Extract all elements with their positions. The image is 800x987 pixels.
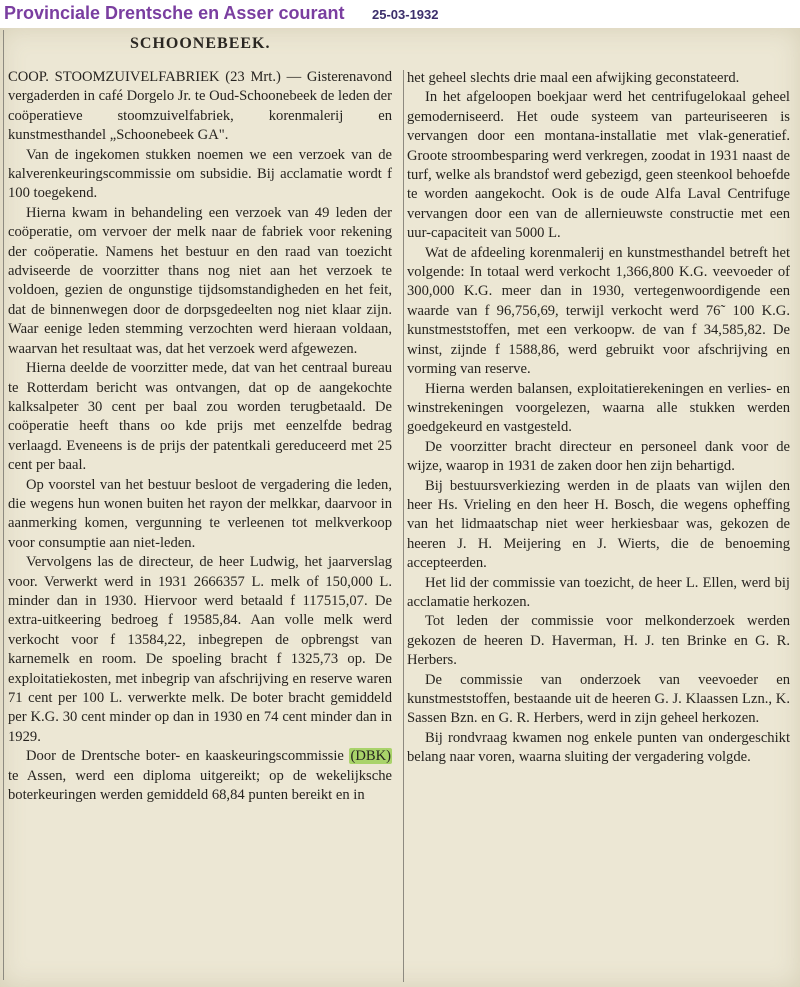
paragraph-dbk (8, 747, 392, 805)
paragraph: De voorzitter bracht directeur en personeel dank voor de wijze, waarop in 1931 de zaken door hen zijn behartigd. (407, 438, 790, 475)
paragraph: Van de ingekomen stukken noemen we een verzoek van de kalverenkeuringscommissie om subsidie. Bij acclamatie wordt f 100 toegekend. (8, 146, 392, 202)
text-fragment: te Assen, werd een diploma uitgereikt; op de wekelijksche boterkeuringen werden gemiddeld 68,84 punten bereikt en in (8, 767, 392, 804)
paragraph: Hierna kwam in behandeling een verzoek van 49 leden der coöperatie, om vervoer der melk naar de fabriek voor rekening der coöperatie. Namens het bestuur en den raad van toezicht adviseerde de voorzitter thans nog niet aan het verzoek te voldoen, gezien de ongunstige tijdsomstandigheden en het feit, dat de binnenwegen door de dorpsgedeelten nog niet klaar zijn. Waar eenige leden stemming verzochten werd hieraan voldaan, waarvan het resultaat was, dat het verzoek werd afgewezen. (8, 204, 392, 357)
left-column (8, 68, 392, 805)
paragraph: Hierna werden balansen, exploitatierekeningen en verlies- en winstrekeningen voorgelezen, waarna alle stukken werden goedgekeurd en vastgesteld. (407, 380, 790, 436)
paragraph: COOP. STOOMZUIVELFABRIEK (23 Mrt.) — Gisterenavond vergaderden in café Dorgelo Jr. te Oud-Schoonebeek de leden der coöperatieve stoomzuivelfabriek, korenmalerij en kunstmesthandel „Schoonebeek GA". (8, 69, 392, 144)
column-divider (403, 70, 404, 982)
paragraph: Vervolgens las de directeur, de heer Ludwig, het jaarverslag voor. Verwerkt werd in 1931 2666357 L. melk of 150,000 L. minder dan in 1930. Hiervoor werd betaald f 117515,07. De extra-uitkeering bedroeg f 19585,84. Aan volle melk werd verkocht voor f 13584,22, inbegrepen de opbrengst van karnemelk en room. De spoeling bracht f 1325,73 op. De exploitatiekosten, met inbegrip van afschrijving en reserve waren 71 cent per 100 L. verwerkte melk. De boter bracht gemiddeld per K.G. 30 cent minder op dan in 1930 en 74 cent minder dan in 1929. (8, 554, 392, 745)
paragraph: Bij rondvraag kwamen nog enkele punten van ondergeschikt belang naar voren, waarna sluiting der vergadering volgde. (407, 729, 790, 766)
paragraph: Tot leden der commissie voor melkonderzoek werden gekozen de heeren D. Haverman, H. J. ten Brinke en G. R. Herbers. (407, 613, 790, 669)
highlighted-term: (DBK) (350, 748, 391, 765)
page-header (0, 0, 800, 28)
paragraph: De commissie van onderzoek van veevoeder en kunstmeststoffen, bestaande uit de heeren G. J. Klaassen Lzn., K. Sassen Bzn. en G. R. Herbers, werd in zijn geheel herkozen. (407, 671, 790, 727)
paragraph: In het afgeloopen boekjaar werd het centrifugelokaal geheel gemoderniseerd. Het oude systeem van parteuriseeren is vervangen door een montana-installatie met vlak-generatief. Groote stroombesparing werd verkregen, zoodat in 1931 naast de turf, welke als brandstof werd gebezigd, geen steenkool behoefde te worden aangekocht. Ook is de oude Alfa Laval Centrifuge vervangen door een van de allernieuwste constructie met een uur-capaciteit van 5000 L. (407, 89, 790, 242)
article-heading: SCHOONEBEEK. (130, 35, 271, 52)
paragraph: Wat de afdeeling korenmalerij en kunstmesthandel betreft het volgende: In totaal werd verkocht 1,366,800 K.G. veevoeder of 300,000 K.G. meer dan in 1930, vertegenwoordigende een waarde van f 96,756,69, terwijl verkocht werd 76˜ 100 K.G. kunstmeststoffen, met een verkoopw. de van f 34,585,82. De winst, zijnde f 1588,86, werd gebruikt voor afschrijving en vorming van reserve. (407, 244, 790, 378)
paragraph: Op voorstel van het bestuur besloot de vergadering die leden, die wegens hun wonen buiten het rayon der melkkar, daarvoor in aanmerking komen, vergunning te verleenen tot melkverkoop voor consumptie aan niet-leden. (8, 476, 392, 551)
paragraph: Het lid der commissie van toezicht, de heer L. Ellen, werd bij acclamatie herkozen. (407, 574, 790, 610)
paragraph: Bij bestuursverkiezing werden in de plaats van wijlen den heer Hs. Vrieling en den heer H. Bosch, die wegens opheffing van het lidmaatschap niet weer herkiesbaar was, gekozen de heeren J. H. Meijering en J. Wierts, die de benoeming accepteerden. (407, 477, 790, 572)
right-column (407, 69, 790, 768)
publication-title: Provinciale Drentsche en Asser courant (4, 3, 345, 23)
publication-date: 25-03-1932 (372, 7, 439, 22)
text-fragment: Door de Drentsche boter- en kaaskeuringscommissie (26, 748, 350, 765)
left-border-rule (3, 30, 4, 980)
paragraph: Hierna deelde de voorzitter mede, dat van het centraal bureau te Rotterdam bericht was ontvangen, dat op de aangekochte kalksalpeter 30 cent per baal zou worden terugbetaald. De coöperatie heeft thans oo kde prijs met eenzelfde bedrag verlaagd. Eveneens is de prijs der patentkali gereduceerd met 25 cent per baal. (8, 360, 392, 474)
paragraph-continued: het geheel slechts drie maal een afwijking geconstateerd. (407, 70, 740, 86)
